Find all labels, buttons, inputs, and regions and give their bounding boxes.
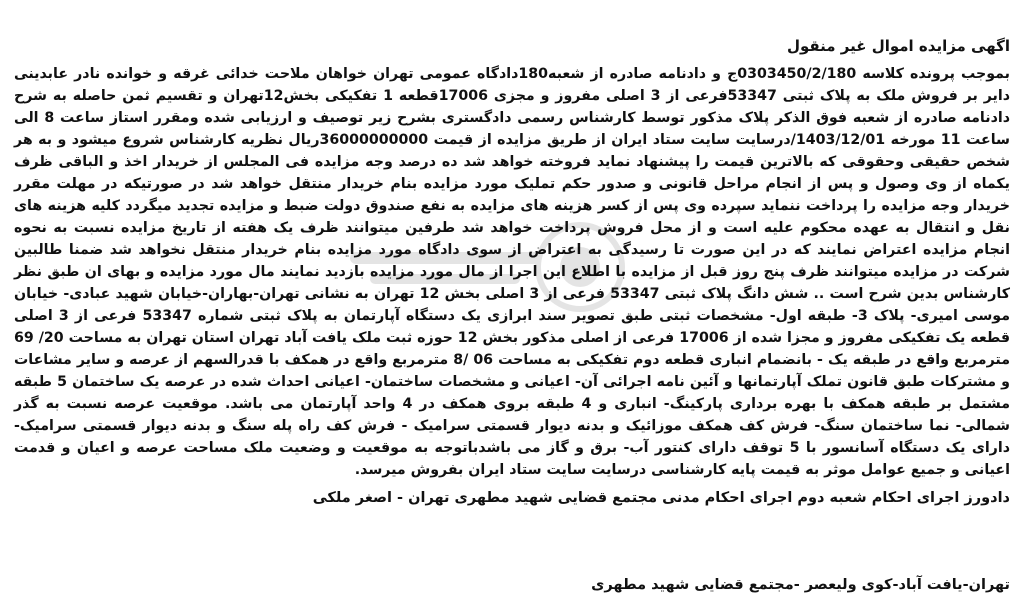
- notice-title: اگهی مزایده اموال غیر منقول: [786, 37, 1010, 55]
- notice-signature: دادورز اجرای احکام شعبه دوم اجرای احکام مدنی مجتمع قضایی شهید مطهری تهران - اصغر ملکی: [312, 490, 1010, 506]
- notice-body: بموجب پرونده کلاسه 0303450/2/180ج و دادنامه صادره از شعبه180دادگاه عمومی تهران خواهان ملاحت خدائی غرقه و خوانده نادر عابدینی دایر بر فروش ملک به پلاک ثبتی 53347فرعی از 3 اصلی مفروز و مجزی 17006قطعه 1 تفکیکی بخش12تهران و تقسیم ثمن حاصله به شرح دادنامه صادره از شعبه فوق الذکر پلاک مذکور توسط کارشناس رسمی دادگستری بشرح زیر توصیف و ارزیابی شده ومقرر استاز ساعت 8 الی ساعت 11 مورخه 1403/12/01/درسایت سایت ستاد ایران از طریق مزایده از قیمت 36000000000ریال نظریه کارشناس شروع میشود و به هر شخص حقیقی وحقوقی که بالاترین قیمت را پیشنهاد نماید فروخته خواهد شد ده درصد وجه مزایده فی المجلس از خریدار اخذ و الباقی ظرف یکماه از وی وصول و پس از انجام مراحل قانونی و صدور حکم تملیک مورد مزایده بنام خریدار منتقل خواهد شد در صورتیکه در مهلت مقرر خریدار وجه مزایده را پرداخت ننماید سپرده وی پس از کسر هزینه های مزایده به نفع صندوق دولت ضبط و مزایده تجدید میگردد کلیه هزینه های نقل و انتقال به عهده محکوم علیه است و از محل فروش پرداخت خواهد شد طرفین میتوانند ظرف یک هفته از تاریخ مزایده نسبت به نحوه انجام مزایده اعتراض نمایند که در این صورت تا رسیدگی به اعتراض از سوی دادگاه مورد مزایده بنام خریدار منتقل نخواهد شد ضمنا طالبین شرکت در مزایده میتوانند ظرف پنج روز قبل از مزایده با اطلاع این اجرا از مال مورد مزایده بازدید نمایند مال مورد مزایده و بهای ان طبق نظر کارشناس بدین شرح است .. شش دانگ پلاک ثبتی 53347 فرعی از 3 اصلی بخش 12 تهران به نشانی تهران-بهاران-خیابان شهید عبادی- خیابان موسی امیری- پلاک 3- طبقه اول- مشخصات ثبتی طبق تصویر سند ابرازی یک دستگاه آپارتمان به پلاک ثبتی شماره 53347 فرعی از 3 اصلی قطعه یک تفکیکی مفروز و مجزا شده از 17006 فرعی از اصلی مذکور بخش 12 حوزه ثبت ملک یافت آباد تهران استان تهران به مساحت 20/ 69 مترمربع واقع در طبقه یک - بانضمام انباری قطعه دوم تفکیکی به مساحت 06 /8 مترمربع واقع در همکف با قدرالسهم از عرصه و سایر مشاعات و مشترکات طبق قانون تملک آپارتمانها و آئین نامه اجرائی آن- اعیانی و مشخصات ساختمان- اعیانی احداث شده در عرصه یک ساختمان 5 طبقه مشتمل بر طبقه همکف با بهره برداری پارکینگ- انباری و 4 طبقه بروی همکف در 4 واحد آپارتمان می باشد. موقعیت عرصه نسبت به گذر شمالی- نما ساختمان سنگ- فرش کف همکف موزائیک و بدنه دیوار قسمتی سرامیک - فرش کف راه پله سنگ و بدنه دیوار قسمتی سرامیک- دارای یک دستگاه آسانسور با 5 توقف دارای کنتور آب- برق و گاز می باشدباتوجه به موقعیت و وضعیت ملک مساحت عرصه و اعیان و قدمت اعیانی و جمیع عوامل موثر به قیمت پایه کارشناسی درسایت سایت ستاد ایران بفروش میرسد.: [14, 66, 1011, 478]
- court-address: تهران-یافت آباد-کوی ولیعصر -مجتمع قضایی شهید مطهری: [591, 577, 1010, 593]
